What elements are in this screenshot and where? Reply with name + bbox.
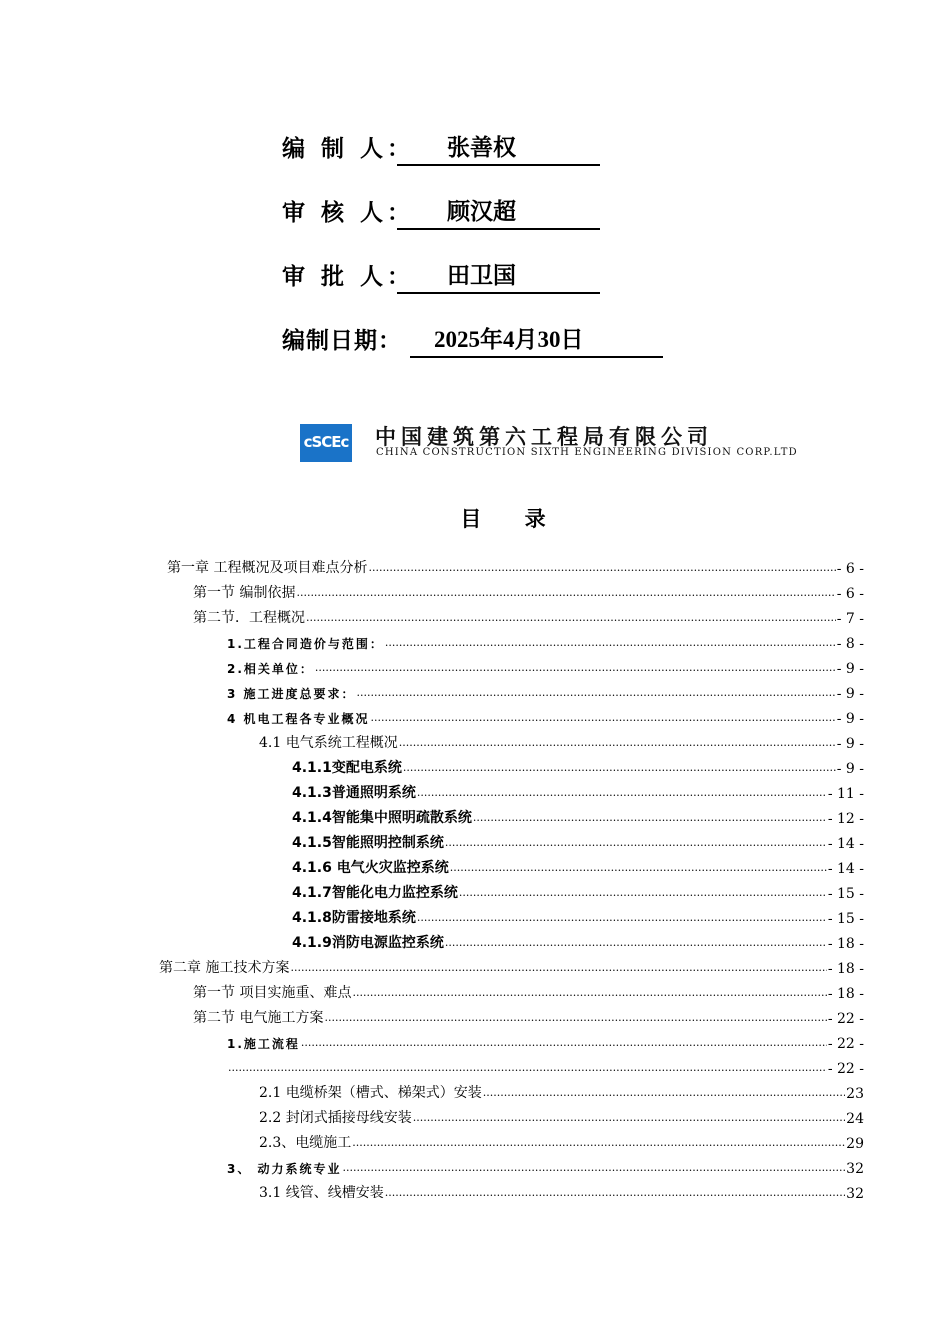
toc-entry-page: - 11 -: [827, 786, 864, 802]
reviewer-label: 审 核 人：: [282, 200, 415, 226]
toc-entry[interactable]: [193, 580, 864, 602]
compiler-label: 编 制 人：: [282, 136, 415, 162]
toc-entry-text: 4.1.9消防电源监控系统: [292, 935, 444, 951]
toc-leader: [228, 1059, 827, 1077]
toc-entry-page: - 7 -: [836, 611, 864, 627]
approver-value: 田卫国: [447, 263, 516, 289]
toc-entry[interactable]: [227, 705, 864, 727]
toc-leader: [352, 984, 826, 1002]
toc-entry-page: - 12 -: [827, 811, 864, 827]
approver-row: [282, 260, 516, 294]
toc-leader: [352, 1134, 845, 1152]
toc-entry[interactable]: [227, 680, 864, 702]
toc-entry[interactable]: [292, 755, 864, 777]
toc-entry[interactable]: [227, 1030, 864, 1052]
toc-entry-page: - 9 -: [836, 736, 864, 752]
toc-entry-text: 4.1.6 电气火灾监控系统: [292, 860, 449, 876]
reviewer-row: [282, 196, 516, 230]
toc-entry[interactable]: [292, 780, 864, 802]
toc-leader: [368, 559, 835, 577]
toc-leader: [306, 609, 836, 627]
approver-label: 审 批 人：: [282, 264, 415, 290]
toc-entry[interactable]: [227, 655, 864, 677]
toc-leader: [357, 684, 836, 702]
cscec-logo-icon: [300, 424, 352, 462]
toc-entry[interactable]: [159, 955, 864, 977]
toc-entry[interactable]: [259, 1105, 864, 1127]
toc-entry[interactable]: [227, 1155, 864, 1177]
date-value: 2025年4月30日: [434, 327, 584, 352]
toc-entry-text: 第一节 编制依据: [193, 585, 296, 601]
toc-entry[interactable]: [227, 1055, 864, 1077]
toc-entry[interactable]: [292, 855, 864, 877]
company-name-cn: 中国建筑第六工程局有限公司: [375, 425, 713, 449]
toc-entry-page: - 15 -: [827, 911, 864, 927]
toc-entry-page: 32: [846, 1161, 864, 1177]
toc-entry-text: 第一章 工程概况及项目难点分析: [167, 560, 368, 576]
toc-entry-page: - 8 -: [836, 636, 864, 652]
toc-entry-text: 4.1.5智能照明控制系统: [292, 835, 444, 851]
toc-entry[interactable]: [259, 1130, 864, 1152]
compiler-value: 张善权: [447, 135, 516, 161]
toc-entry[interactable]: [193, 605, 864, 627]
toc-entry-text: 第二节．工程概况: [193, 610, 305, 626]
toc-entry-page: - 9 -: [836, 661, 864, 677]
reviewer-value: 顾汉超: [447, 199, 516, 225]
toc-leader: [385, 1184, 845, 1202]
compiler-value-line: [397, 132, 600, 166]
toc-entry-text: 3、 动力系统专业: [227, 1162, 342, 1176]
toc-leader: [417, 784, 827, 802]
toc-entry-page: - 22 -: [827, 1011, 864, 1027]
toc-entry-text: 第二节 电气施工方案: [193, 1010, 324, 1026]
date-row: [282, 324, 584, 358]
toc-entry[interactable]: [292, 905, 864, 927]
toc-entry-text: 2.相关单位：: [227, 662, 314, 676]
toc-entry[interactable]: [292, 830, 864, 852]
toc-entry-page: - 22 -: [827, 1036, 864, 1052]
toc-entry-page: 29: [846, 1136, 864, 1152]
toc-leader: [399, 734, 836, 752]
toc-entry-text: 4.1.8防雷接地系统: [292, 910, 416, 926]
toc-leader: [459, 884, 827, 902]
toc-entry-text: 4.1.1变配电系统: [292, 760, 402, 776]
toc-entry[interactable]: [292, 930, 864, 952]
toc-entry-page: - 9 -: [836, 761, 864, 777]
toc-entry-text: 4.1.7智能化电力监控系统: [292, 885, 458, 901]
compiler-row: [282, 132, 516, 166]
toc-entry[interactable]: [259, 1180, 864, 1202]
toc-entry-text: 第二章 施工技术方案: [159, 960, 290, 976]
toc-leader: [385, 634, 836, 652]
toc-entry[interactable]: [167, 555, 864, 577]
toc-entry-page: - 14 -: [827, 861, 864, 877]
toc-entry[interactable]: [292, 880, 864, 902]
toc-leader: [473, 809, 827, 827]
toc-entry-page: - 6 -: [836, 561, 864, 577]
toc-entry-page: 23: [846, 1086, 864, 1102]
toc-entry-text: 3 施工进度总要求：: [227, 687, 356, 701]
toc-entry[interactable]: [292, 805, 864, 827]
company-name-en: CHINA CONSTRUCTION SIXTH ENGINEERING DIVISION CORP.LTD: [376, 447, 798, 458]
toc-leader: [417, 909, 827, 927]
toc-leader: [290, 959, 826, 977]
company-logo: [300, 424, 818, 462]
toc-entry-text: 4.1 电气系统工程概况: [259, 735, 398, 751]
toc-entry-page: - 22 -: [827, 1061, 864, 1077]
toc-leader: [450, 859, 827, 877]
toc-leader: [296, 584, 835, 602]
toc-entry-page: - 18 -: [827, 936, 864, 952]
toc-leader: [315, 659, 836, 677]
toc-entry[interactable]: [193, 980, 864, 1002]
toc-entry-page: - 14 -: [827, 836, 864, 852]
toc-entry-text: 1.施工流程: [227, 1037, 300, 1051]
toc-entry-text: 第一节 项目实施重、难点: [193, 985, 352, 1001]
toc-entry-text: 4.1.3普通照明系统: [292, 785, 416, 801]
toc-entry-page: - 18 -: [827, 986, 864, 1002]
toc-leader: [413, 1109, 845, 1127]
toc-entry-text: 2.2 封闭式插接母线安装: [259, 1110, 412, 1126]
toc-entry[interactable]: [227, 630, 864, 652]
toc-leader: [301, 1034, 827, 1052]
toc-entry-text: 3.1 线管、线槽安装: [259, 1185, 384, 1201]
toc-entry-text: 4.1.4智能集中照明疏散系统: [292, 810, 472, 826]
toc-entry-page: - 9 -: [836, 686, 864, 702]
toc-leader: [343, 1159, 846, 1177]
toc-entry-page: - 18 -: [827, 961, 864, 977]
approver-value-line: [397, 260, 600, 294]
toc-entry-page: - 6 -: [836, 586, 864, 602]
toc-entry-page: 24: [846, 1111, 864, 1127]
toc-leader: [324, 1009, 826, 1027]
toc-leader: [483, 1084, 845, 1102]
date-value-line: [410, 324, 663, 358]
toc-entry-page: - 9 -: [836, 711, 864, 727]
toc-entry-text: 4 机电工程各专业概况: [227, 712, 370, 726]
toc-entry-text: 1.工程合同造价与范围：: [227, 637, 384, 651]
toc-leader: [371, 709, 836, 727]
reviewer-value-line: [397, 196, 600, 230]
toc-entry[interactable]: [259, 1080, 864, 1102]
toc-leader: [445, 834, 827, 852]
toc-leader: [445, 934, 827, 952]
toc-entry-page: - 15 -: [827, 886, 864, 902]
toc-entry-text: 2.3、电缆施工: [259, 1135, 352, 1151]
toc-entry[interactable]: [193, 1005, 864, 1027]
toc-entry-text: 2.1 电缆桥架（槽式、梯架式）安装: [259, 1085, 482, 1101]
date-label: 编制日期：: [282, 328, 402, 354]
toc-entry-page: 32: [846, 1186, 864, 1202]
toc-entry[interactable]: [259, 730, 864, 752]
toc-leader: [403, 759, 836, 777]
toc-title: 目 录: [460, 507, 564, 531]
logo-mark: cSCEc: [303, 433, 349, 451]
